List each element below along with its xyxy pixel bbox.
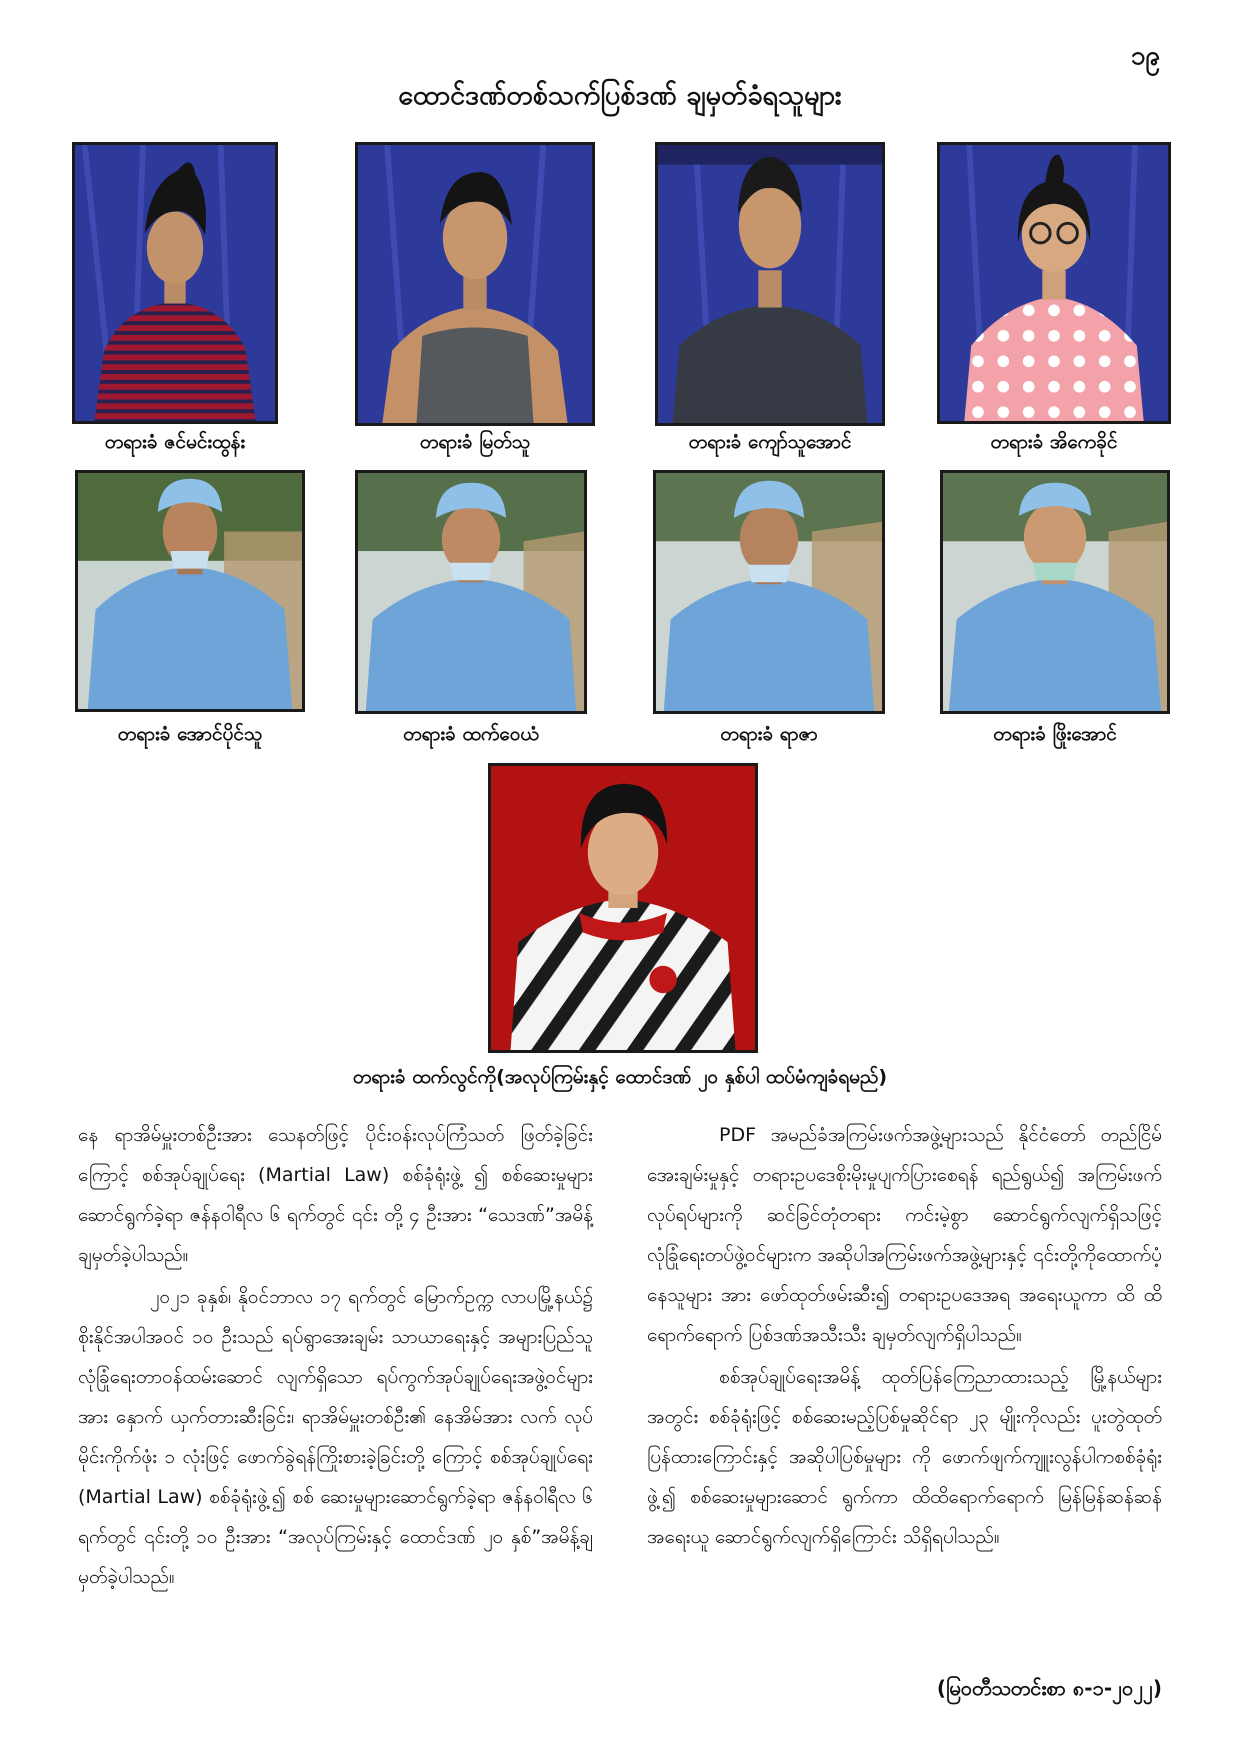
photo-htet-wai-yan	[355, 470, 587, 714]
caption-aung-paing-thu: တရားခံ အောင်ပိုင်သူ	[117, 723, 263, 745]
caption-ei-ke-khine: တရားခံ အိကေခိုင်	[990, 431, 1118, 453]
photo-myat-thu	[355, 142, 595, 426]
caption-myat-thu: တရားခံ မြတ်သူ	[419, 431, 531, 453]
photo-phyo-aung	[940, 470, 1170, 714]
photo-htet-lwin-ko	[488, 763, 758, 1053]
caption-yarzar: တရားခံ ရာဇာ	[720, 723, 818, 745]
caption-phyo-aung: တရားခံ ဖြိုးအောင်	[993, 723, 1117, 745]
left-column	[78, 1115, 593, 1597]
right-paragraph-2: စစ်အုပ်ချုပ်ရေးအမိန့် ထုတ်ပြန်ကြေညာထားသည့် မြို့နယ်များအတွင်း စစ်ခုံရုံးဖြင့် စစ်ဆေးမည့်ပြစ်မှုဆိုင်ရာ ၂၃ မျိုးကိုလည်း ပူးတွဲထုတ်ပြန်ထားကြောင်းနှင့် အဆိုပါပြစ်မှုများ ကို ဖောက်ဖျက်ကျူးလွန်ပါကစစ်ခုံရုံးဖွဲ့၍ စစ်ဆေးမှုများဆောင် ရွက်ကာ ထိထိရောက်ရောက် မြန်မြန်ဆန်ဆန် အရေးယူ ဆောင်ရွက်လျက်ရှိကြောင်း သိရှိရပါသည်။	[647, 1366, 1162, 1548]
caption-zin-min-htun: တရားခံ ဇင်မင်းထွန်း	[104, 431, 246, 453]
photo-aung-paing-thu	[75, 470, 305, 712]
caption-htet-lwin-ko: တရားခံ ထက်လွင်ကို(အလုပ်ကြမ်းနှင့် ထောင်ဒဏ် ၂၀ နှစ်ပါ ထပ်မံကျခံရမည်)	[352, 1066, 888, 1088]
left-paragraph-2: ၂၀၂၁ ခုနှစ်၊ နိုဝင်ဘာလ ၁၇ ရက်တွင် မြောက်ဥက္က လာပမြို့နယ်၌ စိုးနိုင်အပါအဝင် ၁၀ ဦးသည် ရပ်ရွာအေးချမ်း သာယာရေးနှင့် အများပြည်သူလုံခြုံရေးတာဝန်ထမ်းဆောင် လျက်ရှိသော ရပ်ကွက်အုပ်ချုပ်ရေးအဖွဲ့ဝင်များအား နှောက် ယှက်တားဆီးခြင်း၊ ရာအိမ်မှူးတစ်ဦး၏ နေအိမ်အား လက် လုပ်မိုင်းကိုက်ဖုံး ၁ လုံးဖြင့် ဖောက်ခွဲရန်ကြိုးစားခဲ့ခြင်းတို့ ကြောင့် စစ်အုပ်ချုပ်ရေး (Martial Law) စစ်ခုံရုံးဖွဲ့၍ စစ် ဆေးမှုများဆောင်ရွက်ခဲ့ရာ ဇန်နဝါရီလ ၆ ရက်တွင် ၎င်းတို့ ၁၀ ဦးအား “အလုပ်ကြမ်းနှင့် ထောင်ဒဏ် ၂၀ နှစ်”အမိန့်ချ မှတ်ခဲ့ပါသည်။	[78, 1286, 593, 1588]
right-paragraph-1: PDF အမည်ခံအကြမ်းဖက်အဖွဲ့များသည် နိုင်ငံတော် တည်ငြိမ်အေးချမ်းမှုနှင့် တရားဥပဒေစိုးမိုးမှုပျက်ပြားစေရန် ရည်ရွယ်၍ အကြမ်းဖက်လုပ်ရပ်များကို ဆင်ခြင်တုံတရား ကင်းမဲ့စွာ ဆောင်ရွက်လျက်ရှိသဖြင့် လုံခြုံရေးတပ်ဖွဲ့ဝင်များက အဆိုပါအကြမ်းဖက်အဖွဲ့များနှင့် ၎င်းတို့ကိုထောက်ပံ့နေသူများ အား ဖော်ထုတ်ဖမ်းဆီး၍ တရားဥပဒေအရ အရေးယူကာ ထိ ထိရောက်ရောက် ပြစ်ဒဏ်အသီးသီး ချမှတ်လျက်ရှိပါသည်။	[647, 1124, 1162, 1346]
page-title: ထောင်ဒဏ်တစ်သက်ပြစ်ဒဏ် ချမှတ်ခံရသူများ	[398, 80, 842, 111]
photo-yarzar	[653, 470, 885, 714]
photo-ei-ke-khine	[937, 142, 1171, 424]
left-paragraph-1: နေ ရာအိမ်မှူးတစ်ဦးအား သေနတ်ဖြင့် ပိုင်းဝန်းလုပ်ကြံသတ် ဖြတ်ခဲ့ခြင်းကြောင့် စစ်အုပ်ချုပ်ရေး (Martial Law) စစ်ခုံရုံးဖွဲ့ ၍ စစ်ဆေးမှုများဆောင်ရွက်ခဲ့ရာ ဇန်နဝါရီလ ၆ ရက်တွင် ၎င်း တို့ ၄ ဦးအား “သေဒဏ်”အမိန့်ချမှတ်ခဲ့ပါသည်။	[78, 1124, 593, 1266]
photo-zin-min-htun	[72, 142, 278, 424]
caption-htet-wai-yan: တရားခံ ထက်ဝေယံ	[403, 723, 539, 745]
right-column	[647, 1115, 1162, 1557]
source-citation: (မြဝတီသတင်းစာ ၈-၁-၂၀၂၂)	[936, 1676, 1162, 1700]
caption-kyaw-thu-aung: တရားခံ ကျော်သူအောင်	[688, 431, 852, 453]
page-number: ၁၉	[1130, 41, 1160, 71]
photo-kyaw-thu-aung	[655, 142, 885, 426]
